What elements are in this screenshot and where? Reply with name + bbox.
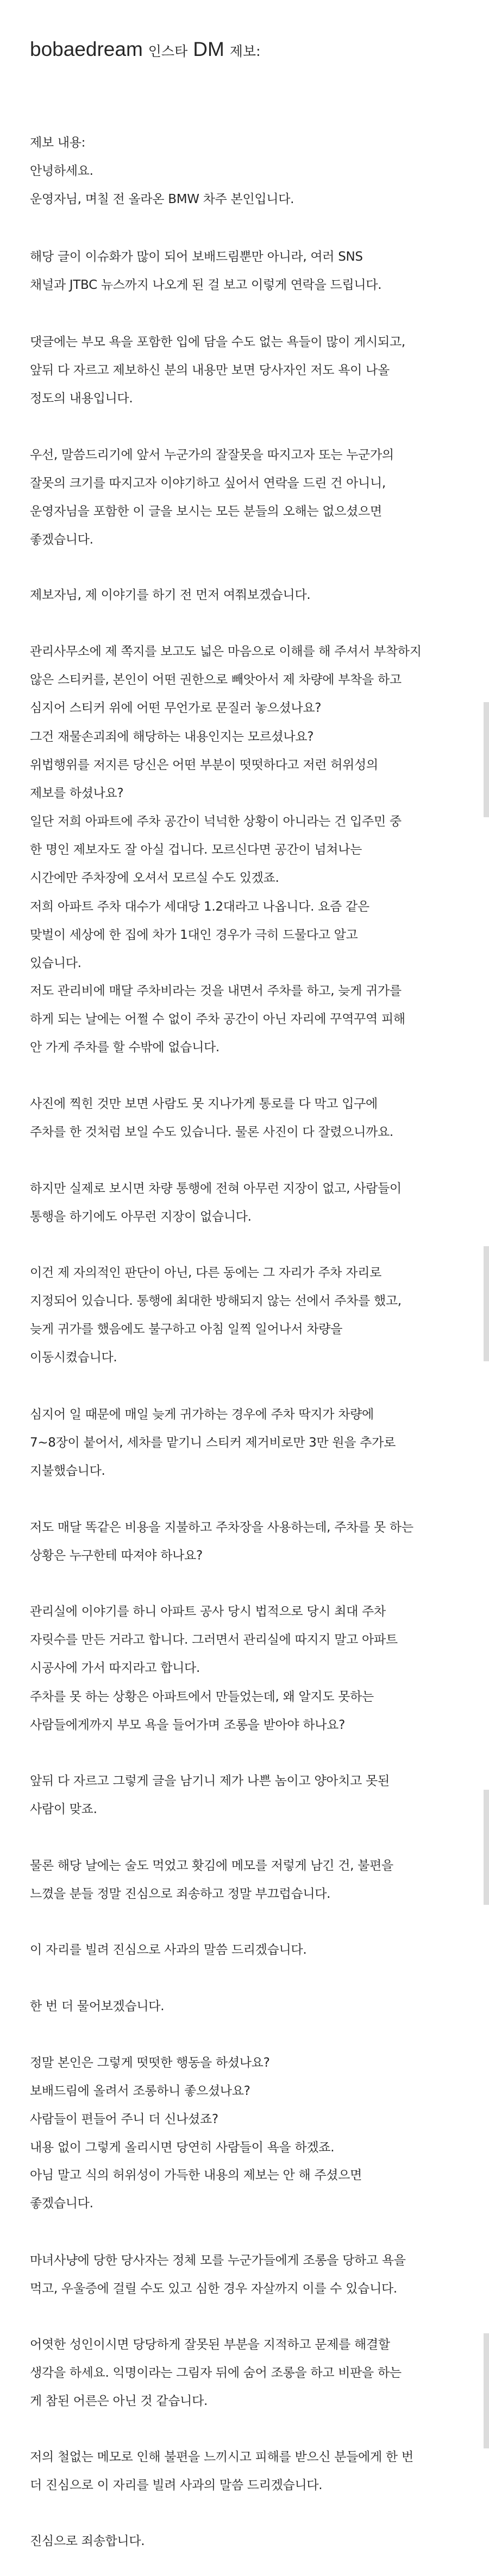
- text-line: 안 가게 주차를 할 수밖에 없습니다.: [30, 1040, 220, 1055]
- text-line: 심지어 일 때문에 매일 늦게 귀가하는 경우에 주차 딱지가 차량에: [30, 1407, 374, 1422]
- paragraph: [30, 1852, 475, 1908]
- paragraph: [30, 328, 475, 413]
- text-line: 느꼈을 분들 정말 진심으로 죄송하고 정말 부끄럽습니다.: [30, 1887, 331, 1901]
- text-line: 상황은 누구한테 따져야 하나요?: [30, 1549, 203, 1563]
- channel-label: 인스타: [148, 43, 188, 59]
- paragraph: [30, 1259, 475, 1372]
- text-line: 생각을 하세요. 익명이라는 그림자 뒤에 숨어 조롱을 하고 비판을 하는: [30, 2366, 402, 2380]
- text-line: 먹고, 우울증에 걸릴 수도 있고 심한 경우 자살까지 이를 수 있습니다.: [30, 2282, 397, 2296]
- paragraph: [30, 1400, 475, 1485]
- scrollbar-thumb[interactable]: [484, 2333, 489, 2448]
- paragraph: [30, 807, 475, 892]
- text-line: 제보를 하셨나요?: [30, 786, 124, 800]
- text-line: 있습니다.: [30, 956, 82, 970]
- paragraph: [30, 893, 475, 977]
- paragraph: [30, 723, 475, 807]
- text-line: 앞뒤 다 자르고 그렇게 글을 남기니 제가 나쁜 놈이고 양아치고 못된: [30, 1774, 390, 1788]
- text-line: 하지만 실제로 보시면 차량 통행에 전혀 아무런 지장이 없고, 사람들이: [30, 1182, 402, 1196]
- paragraph: [30, 1175, 475, 1231]
- text-line: 관리사무소에 제 쪽지를 보고도 넓은 마음으로 이해를 해 주셔서 부착하지: [30, 645, 422, 659]
- text-line: 늦게 귀가를 했음에도 불구하고 아침 일찍 일어나서 차량을: [30, 1322, 343, 1336]
- paragraph: [30, 243, 475, 299]
- text-line: 위법행위를 저지른 당신은 어떤 부분이 떳떳하다고 저런 허위성의: [30, 758, 378, 772]
- paragraph: [30, 2443, 475, 2499]
- paragraph: [30, 1992, 475, 2021]
- text-line: 지정되어 있습니다. 통행에 최대한 방해되지 않는 선에서 주차를 했고,: [30, 1294, 402, 1308]
- paragraph: [30, 1090, 475, 1146]
- text-line: 한 번 더 물어보겠습니다.: [30, 1999, 165, 2013]
- scrollbar-thumb[interactable]: [484, 1246, 489, 1361]
- text-line: 아님 말고 식의 허위성이 가득한 내용의 제보는 안 해 주셨으면: [30, 2168, 362, 2182]
- text-line: 저희 아파트 주차 대수가 세대당 1.2대라고 나옵니다. 요즘 같은: [30, 900, 369, 914]
- text-line: 우선, 말씀드리기에 앞서 누군가의 잘잘못을 따지고자 또는 누군가의: [30, 448, 394, 462]
- text-line: 저도 관리비에 매달 주차비라는 것을 내면서 주차를 하고, 늦게 귀가를: [30, 984, 402, 998]
- text-line: 않은 스티커를, 본인이 어떤 권한으로 빼앗아서 제 차량에 부착을 하고: [30, 673, 402, 687]
- text-line: 주차를 못 하는 상황은 아파트에서 만들었는데, 왜 알지도 못하는: [30, 1690, 374, 1704]
- text-line: 안녕하세요.: [30, 164, 93, 178]
- paragraph: [30, 581, 475, 609]
- text-line: 물론 해당 날에는 술도 먹었고 홧김에 메모를 저렇게 남긴 건, 불편을: [30, 1859, 393, 1873]
- text-line: 시공사에 가서 따지라고 합니다.: [30, 1661, 200, 1675]
- site-name: bobaedream: [30, 38, 143, 60]
- text-line: 제보자님, 제 이야기를 하기 전 먼저 여쭤보겠습니다.: [30, 588, 311, 602]
- text-line: 더 진심으로 이 자리를 빌려 사과의 말씀 드리겠습니다.: [30, 2478, 323, 2492]
- text-line: 사진에 찍힌 것만 보면 사람도 못 지나가게 통로를 다 막고 입구에: [30, 1097, 378, 1111]
- text-line: 7~8장이 붙어서, 세차를 맡기니 스티커 제거비로만 3만 원을 추가로: [30, 1436, 396, 1450]
- text-line: 맞벌이 세상에 한 집에 차가 1대인 경우가 극히 드물다고 알고: [30, 928, 358, 942]
- text-line: 채널과 JTBC 뉴스까지 나오게 된 걸 보고 이렇게 연락을 드립니다.: [30, 278, 382, 292]
- text-line: 사람들에게까지 부모 욕을 들어가며 조롱을 받아야 하나요?: [30, 1718, 346, 1732]
- text-line: 댓글에는 부모 욕을 포함한 입에 담을 수도 없는 욕들이 많이 게시되고,: [30, 335, 405, 349]
- text-line: 심지어 스티커 위에 어떤 무언가로 문질러 놓으셨나요?: [30, 701, 322, 715]
- scrollbar-thumb[interactable]: [484, 1790, 489, 1905]
- text-line: 통행을 하기에도 아무런 지장이 없습니다.: [30, 1210, 252, 1224]
- paragraph: [30, 1598, 475, 1682]
- paragraph: [30, 1936, 475, 1964]
- text-line: 어엿한 성인이시면 당당하게 잘못된 부분을 지적하고 문제를 해결할: [30, 2338, 390, 2352]
- text-line: 하게 되는 날에는 어쩔 수 없이 주차 공간이 아닌 자리에 꾸역꾸역 피해: [30, 1012, 405, 1026]
- text-line: 진심으로 죄송합니다.: [30, 2534, 145, 2548]
- paragraph: [30, 2527, 475, 2555]
- text-line: 사람이 맞죠.: [30, 1802, 97, 1816]
- paragraph: [30, 1683, 475, 1739]
- paragraph: [30, 441, 475, 554]
- paragraph: [30, 977, 475, 1062]
- text-line: 해당 글이 이슈화가 많이 되어 보배드림뿐만 아니라, 여러 SNS: [30, 250, 363, 264]
- paragraph: [30, 2161, 475, 2218]
- paragraph: [30, 637, 475, 722]
- text-line: 내용 없이 그렇게 올리시면 당연히 사람들이 욕을 하겠죠.: [30, 2141, 335, 2155]
- paragraph: [30, 1513, 475, 1570]
- paragraph: [30, 2331, 475, 2415]
- paragraph: [30, 1767, 475, 1823]
- text-line: 한 명인 제보자도 잘 아실 겁니다. 모르신다면 공간이 넘쳐나는: [30, 843, 362, 857]
- text-line: 마녀사냥에 당한 당사자는 정체 모를 누군가들에게 조롱을 당하고 욕을: [30, 2253, 406, 2268]
- dm-label: DM: [193, 38, 224, 60]
- text-line: 일단 저희 아파트에 주차 공간이 넉넉한 상황이 아니라는 건 입주민 중: [30, 815, 402, 829]
- text-line: 관리실에 이야기를 하니 아파트 공사 당시 법적으로 당시 최대 주차: [30, 1605, 386, 1619]
- paragraph: [30, 129, 475, 157]
- scrollbar-thumb[interactable]: [484, 702, 489, 817]
- post-title: [30, 38, 261, 61]
- text-line: 저의 철없는 메모로 인해 불편을 느끼시고 피해를 받으신 분들에게 한 번: [30, 2450, 413, 2464]
- text-line: 이 자리를 빌려 진심으로 사과의 말씀 드리겠습니다.: [30, 1943, 307, 1957]
- text-line: 주차를 한 것처럼 보일 수도 있습니다. 물론 사진이 다 잘렸으니까요.: [30, 1125, 393, 1139]
- text-line: 정말 본인은 그렇게 떳떳한 행동을 하셨나요?: [30, 2056, 270, 2070]
- text-line: 운영자님을 포함한 이 글을 보시는 모든 분들의 오해는 없으셨으면: [30, 504, 382, 519]
- text-line: 정도의 내용입니다.: [30, 392, 133, 406]
- paragraph: [30, 2049, 475, 2162]
- text-line: 좋겠습니다.: [30, 2196, 93, 2211]
- text-line: 게 참된 어른은 아닌 것 같습니다.: [30, 2394, 208, 2408]
- text-line: 그건 재물손괴죄에 해당하는 내용인지는 모르셨나요?: [30, 730, 314, 744]
- paragraph: [30, 157, 475, 185]
- text-line: 저도 매달 똑같은 비용을 지불하고 주차장을 사용하는데, 주차를 못 하는: [30, 1520, 413, 1535]
- text-line: 시간에만 주차장에 오셔서 모르실 수도 있겠죠.: [30, 871, 279, 885]
- text-line: 좋겠습니다.: [30, 533, 93, 547]
- text-line: 이동시켰습니다.: [30, 1350, 117, 1365]
- paragraph: [30, 185, 475, 213]
- text-line: 자릿수를 만든 거라고 합니다. 그러면서 관리실에 따지지 말고 아파트: [30, 1633, 398, 1647]
- text-line: 운영자님, 며칠 전 올라온 BMW 차주 본인입니다.: [30, 192, 294, 206]
- text-line: 잘못의 크기를 따지고자 이야기하고 싶어서 연락을 드린 건 아니니,: [30, 476, 386, 490]
- text-line: 앞뒤 다 자르고 제보하신 분의 내용만 보면 당사자인 저도 욕이 나올: [30, 363, 390, 377]
- text-line: 보배드림에 올려서 조롱하니 좋으셨나요?: [30, 2084, 250, 2098]
- text-line: 사람들이 편들어 주니 더 신나셨죠?: [30, 2112, 218, 2126]
- paragraph: [30, 2246, 475, 2303]
- text-line: 지불했습니다.: [30, 1464, 105, 1478]
- text-line: 이건 제 자의적인 판단이 아닌, 다른 동에는 그 자리가 주차 자리로: [30, 1266, 381, 1280]
- text-line: 제보 내용:: [30, 136, 86, 150]
- report-label: 제보:: [229, 43, 261, 59]
